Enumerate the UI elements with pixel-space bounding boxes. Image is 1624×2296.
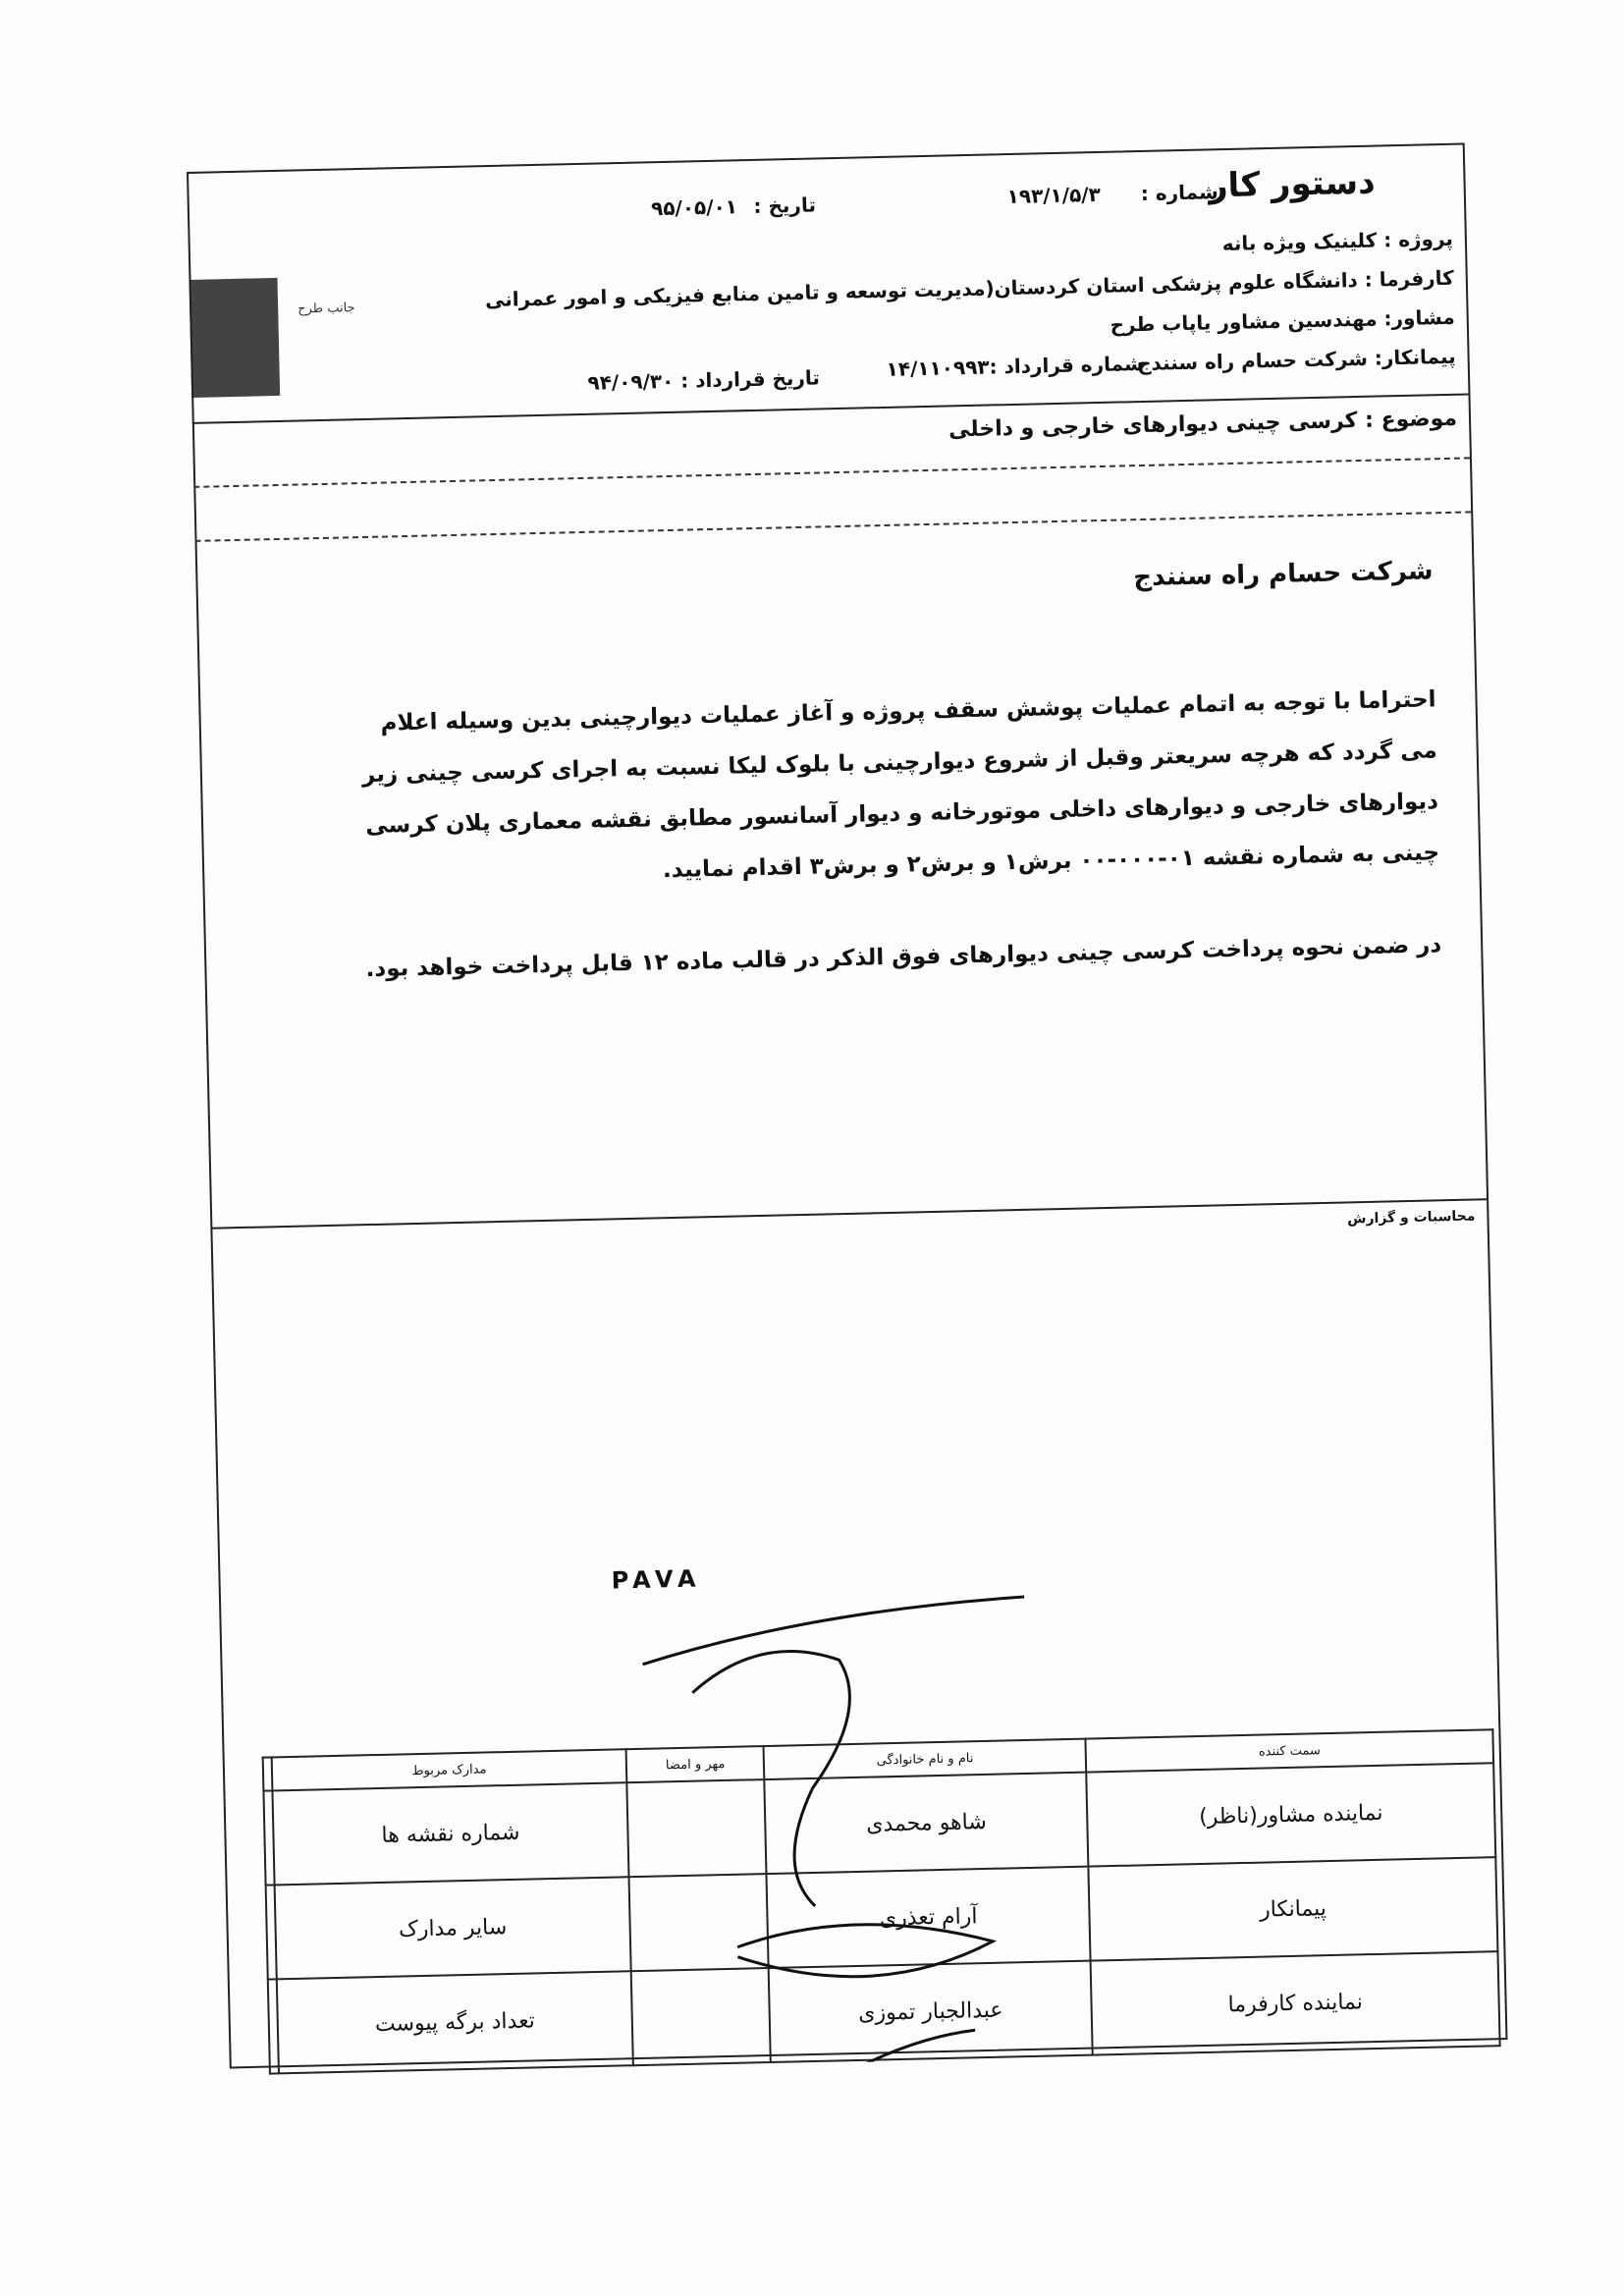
role-header: سمت کننده [1086, 1729, 1493, 1772]
stamp-text: PAVA [611, 1564, 702, 1595]
stamp-header: مهر و امضا [626, 1746, 765, 1782]
name-header: نام و نام خانوادگی [764, 1739, 1087, 1779]
date-value: ۹۵/۰۵/۰۱ [650, 194, 738, 221]
contractor-field: پیمانکار: شرکت حسام راه سنندج [1136, 344, 1456, 376]
consultant-field: مشاور: مهندسین مشاور یاپاب طرح [1110, 304, 1455, 337]
number-label: شماره : [1140, 180, 1219, 205]
docs-header: مدارک مربوط [271, 1749, 626, 1790]
paragraph-2: در ضمن نحوه پرداخت کرسی چینی دیوارهای فوق الذکر در قالب ماده ۱۲ قابل پرداخت خواهد بود. [365, 932, 1442, 983]
contract-date: تاریخ قرارداد : ۹۴/۰۹/۳۰ [587, 365, 821, 395]
addressee: شرکت حسام راه سنندج [1132, 556, 1434, 593]
paragraph-1: احتراما با توجه به اتمام عملیات پوشش سقف پروژه و آغاز عملیات دیوارچینی بدین وسیله اعلام می گردد که هرچه سریعتر وقبل از شروع دیوارچینی با بلوک لیکا نسبت به اجرای کرسی چینی زیر دیوارهای خارجی و دیوارهای داخلی موتورخانه و دیوار آسانسور مطابق نقشه معماری پلان کرسی چینی به شماره نقشه ۰۱-۰۰۰-۰۰ برش۱ و برش۲ و برش۳ اقدام نمایید. [361, 686, 1440, 884]
subject-field: موضوع : کرسی چینی دیوارهای خارجی و داخلی [947, 406, 1458, 443]
work-order-form [187, 143, 1505, 2067]
project-field: پروژه : کلینیک ویژه بانه [1221, 226, 1454, 256]
date-label: تاریخ : [753, 192, 817, 218]
notes-label: محاسبات و گزارش [1347, 1208, 1476, 1228]
company-logo [189, 278, 280, 398]
table-row: نماینده مشاور(ناظر) شاهو محمدی شماره نقشه ها [263, 1763, 1495, 1885]
number-value: ۱۹۳/۱/۵/۳ [1006, 182, 1102, 209]
table-row: پیمانکار آرام تعذری سایر مدارک [266, 1857, 1498, 1979]
contract-number: شماره قرارداد :۱۴/۱۱۰۹۹۳ [886, 351, 1144, 381]
logo-text: جانب طرح [298, 301, 355, 317]
signature-scribble [612, 1565, 1113, 2067]
employer-field: کارفرما : دانشگاه علوم پزشکی استان کردستان(مدیریت توسعه و تامین منابع فیزیکی و امور عمرانی [484, 265, 1455, 312]
table-row: نماینده کارفرما عبدالجبار تموزی تعداد برگه پیوست [268, 1951, 1500, 2073]
form-title: دستور کار [1208, 162, 1377, 206]
